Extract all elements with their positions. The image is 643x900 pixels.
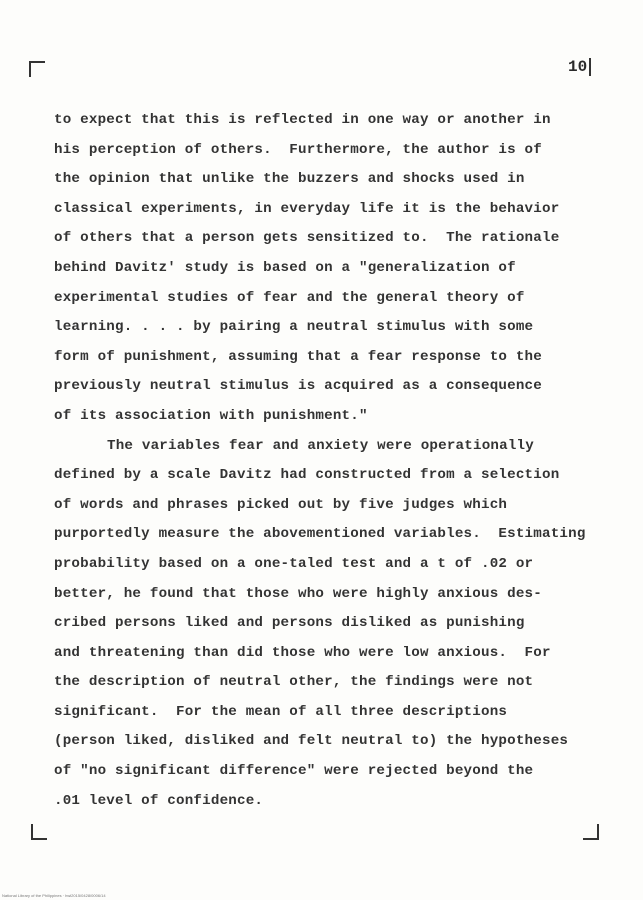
text-line: (person liked, disliked and felt neutral to) the hypotheses	[54, 733, 569, 750]
text-line: of "no significant difference" were rejected beyond the	[54, 763, 534, 780]
text-line: significant. For the mean of all three descriptions	[54, 703, 508, 720]
crop-mark-bottom-left	[31, 824, 47, 840]
text-line: his perception of others. Furthermore, the author is of	[54, 141, 542, 158]
text-line: defined by a scale Davitz had constructed from a selection	[54, 467, 560, 484]
text-line: classical experiments, in everyday life it is the behavior	[54, 200, 560, 217]
text-line: form of punishment, assuming that a fear response to the	[54, 348, 542, 365]
text-line: behind Davitz' study is based on a "generalization of	[54, 259, 516, 276]
scan-footer: National Library of the Philippines · hwl2015/0428/0006/14	[2, 893, 106, 898]
text-line: learning. . . . by pairing a neutral stimulus with some	[54, 319, 534, 336]
text-line: purportedly measure the abovementioned variables. Estimating	[54, 526, 586, 543]
text-line: probability based on a one-taled test and a t of .02 or	[54, 555, 534, 572]
paragraph	[54, 106, 614, 432]
body-text	[54, 106, 614, 816]
text-line: previously neutral stimulus is acquired as a consequence	[54, 378, 542, 395]
crop-mark-top-left	[29, 61, 45, 77]
paragraph	[54, 432, 614, 817]
text-line: The variables fear and anxiety were operationally	[107, 437, 534, 454]
text-line: to expect that this is reflected in one way or another in	[54, 112, 551, 128]
text-line: the description of neutral other, the findings were not	[54, 674, 534, 691]
text-line: and threatening than did those who were low anxious. For	[54, 644, 551, 661]
crop-mark-bottom-right	[583, 824, 599, 840]
text-line: of words and phrases picked out by five judges which	[54, 496, 508, 513]
text-line: the opinion that unlike the buzzers and shocks used in	[54, 171, 525, 188]
text-line: of others that a person gets sensitized to. The rationale	[54, 230, 560, 247]
text-line: cribed persons liked and persons disliked as punishing	[54, 615, 525, 632]
text-line: better, he found that those who were highly anxious des-	[54, 585, 542, 602]
page-number: 10	[568, 58, 588, 76]
text-line: of its association with punishment."	[54, 407, 368, 424]
text-line: .01 level of confidence.	[54, 792, 264, 809]
text-line: experimental studies of fear and the general theory of	[54, 289, 525, 306]
